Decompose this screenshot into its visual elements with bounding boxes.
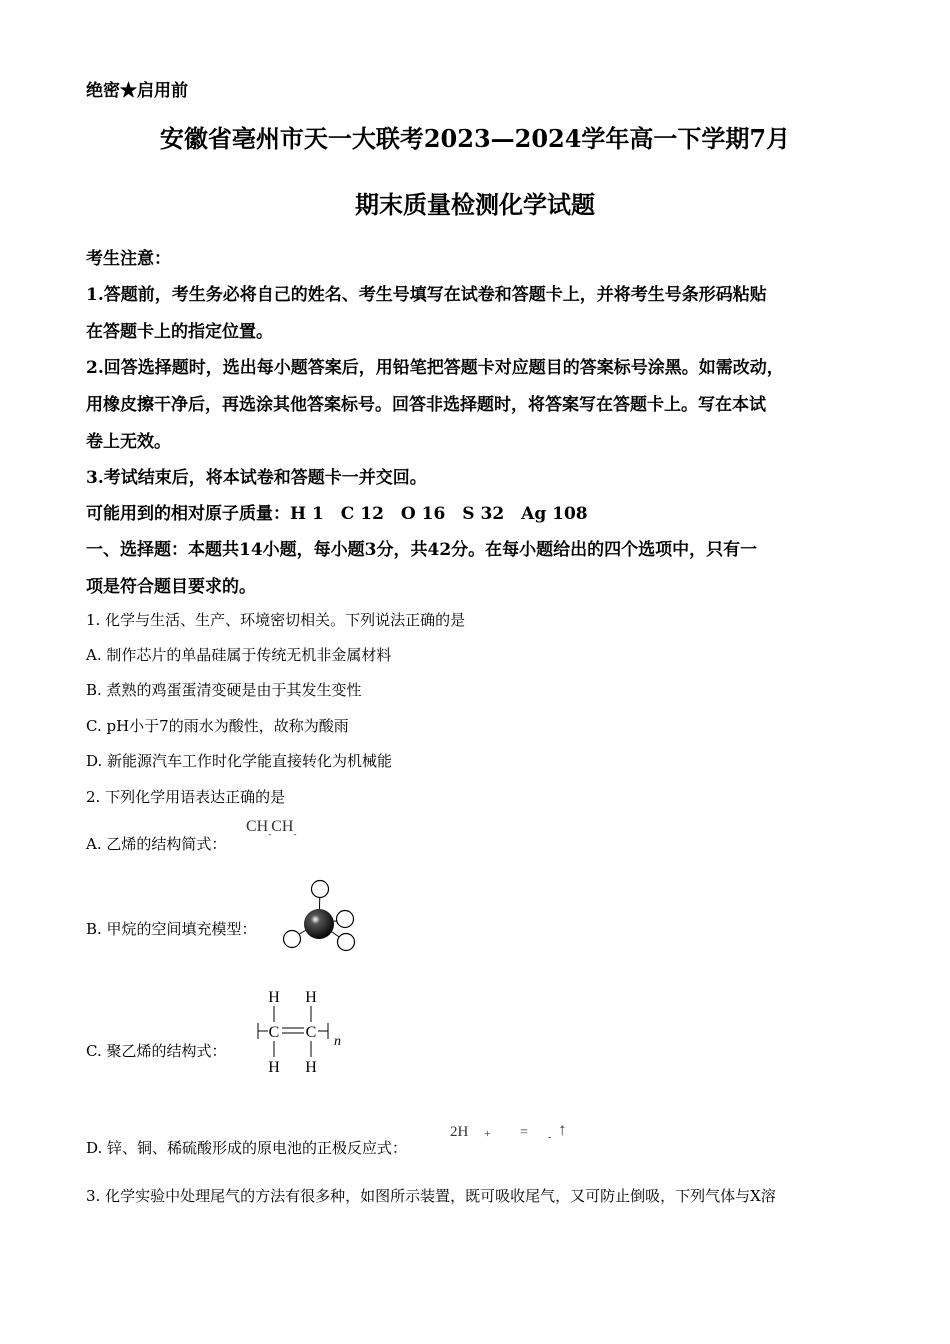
h-top-left: H (268, 989, 280, 1006)
section-heading-cont: 项是符合题目要求的。 (86, 577, 256, 597)
q2-option-d: D. 锌、铜、稀硫酸形成的原电池的正极反应式： (86, 1139, 408, 1157)
notice-heading: 考生注意： (86, 249, 171, 269)
q2-option-b: B. 甲烷的空间填充模型： (86, 920, 257, 938)
notice-item-1-cont: 在答题卡上的指定位置。 (86, 322, 273, 342)
h-top-right: H (305, 989, 317, 1006)
q2-option-a: A. 乙烯的结构简式： (86, 835, 227, 853)
cathode-formula-dash: - (548, 1132, 552, 1143)
repeat-subscript: n (334, 1034, 341, 1049)
q2-option-c: C. 聚乙烯的结构式： (86, 1042, 227, 1060)
page-subtitle: 期末质量检测化学试题 (355, 190, 595, 219)
secret-label: 绝密★启用前 (86, 81, 188, 101)
notice-item-3: 3.考试结束后，将本试卷和答题卡一并交回。 (86, 468, 427, 488)
q3-stem: 3. 化学实验中处理尾气的方法有很多种，如图所示装置，既可吸收尾气，又可防止倒吸，下列气体与X溶 (86, 1187, 776, 1205)
section-heading: 一、选择题：本题共14小题，每小题3分，共42分。在每小题给出的四个选项中，只有一 (86, 540, 758, 560)
notice-item-2-end: 卷上无效。 (86, 432, 171, 452)
ethylene-formula: $CH_-CH_-$ (246, 818, 297, 839)
gas-arrow-icon: ↑ (558, 1120, 567, 1139)
notice-item-1: 1.答题前，考生务必将自己的姓名、考生号填写在试卷和答题卡上，并将考生号条形码粘贴 (86, 285, 767, 305)
cathode-formula-plus: + (484, 1126, 491, 1140)
notice-item-2: 2.回答选择题时，选出每小题答案后，用铅笔把答题卡对应题目的答案标号涂黑。如需改动， (86, 358, 784, 378)
cathode-formula-equals: = (520, 1125, 528, 1140)
q1-option-a: A. 制作芯片的单晶硅属于传统无机非金属材料 (86, 646, 392, 664)
atomic-mass-line: 可能用到的相对原子质量：H 1 C 12 O 16 S 32 Ag 108 (86, 504, 588, 524)
q1-option-d: D. 新能源汽车工作时化学能直接转化为机械能 (86, 752, 393, 770)
h-bottom-right: H (305, 1059, 317, 1076)
polyethylene-structure (252, 984, 348, 1080)
page-title: 安徽省亳州市天一大联考2023—2024学年高一下学期7月 (159, 124, 791, 153)
cathode-formula-left: 2H (450, 1124, 469, 1140)
carbon-right: C (305, 1024, 317, 1041)
q2-stem: 2. 下列化学用语表达正确的是 (86, 788, 286, 806)
q1-option-c: C. pH小于7的雨水为酸性，故称为酸雨 (86, 717, 349, 735)
h-bottom-left: H (268, 1059, 280, 1076)
notice-item-2-cont: 用橡皮擦干净后，再选涂其他答案标号。回答非选择题时，将答案写在答题卡上。写在本试 (86, 395, 766, 415)
q1-stem: 1. 化学与生活、生产、环境密切相关。下列说法正确的是 (86, 611, 466, 629)
q1-option-b: B. 煮熟的鸡蛋蛋清变硬是由于其发生变性 (86, 681, 362, 699)
carbon-left: C (268, 1024, 280, 1041)
methane-space-filling-model (278, 876, 360, 954)
